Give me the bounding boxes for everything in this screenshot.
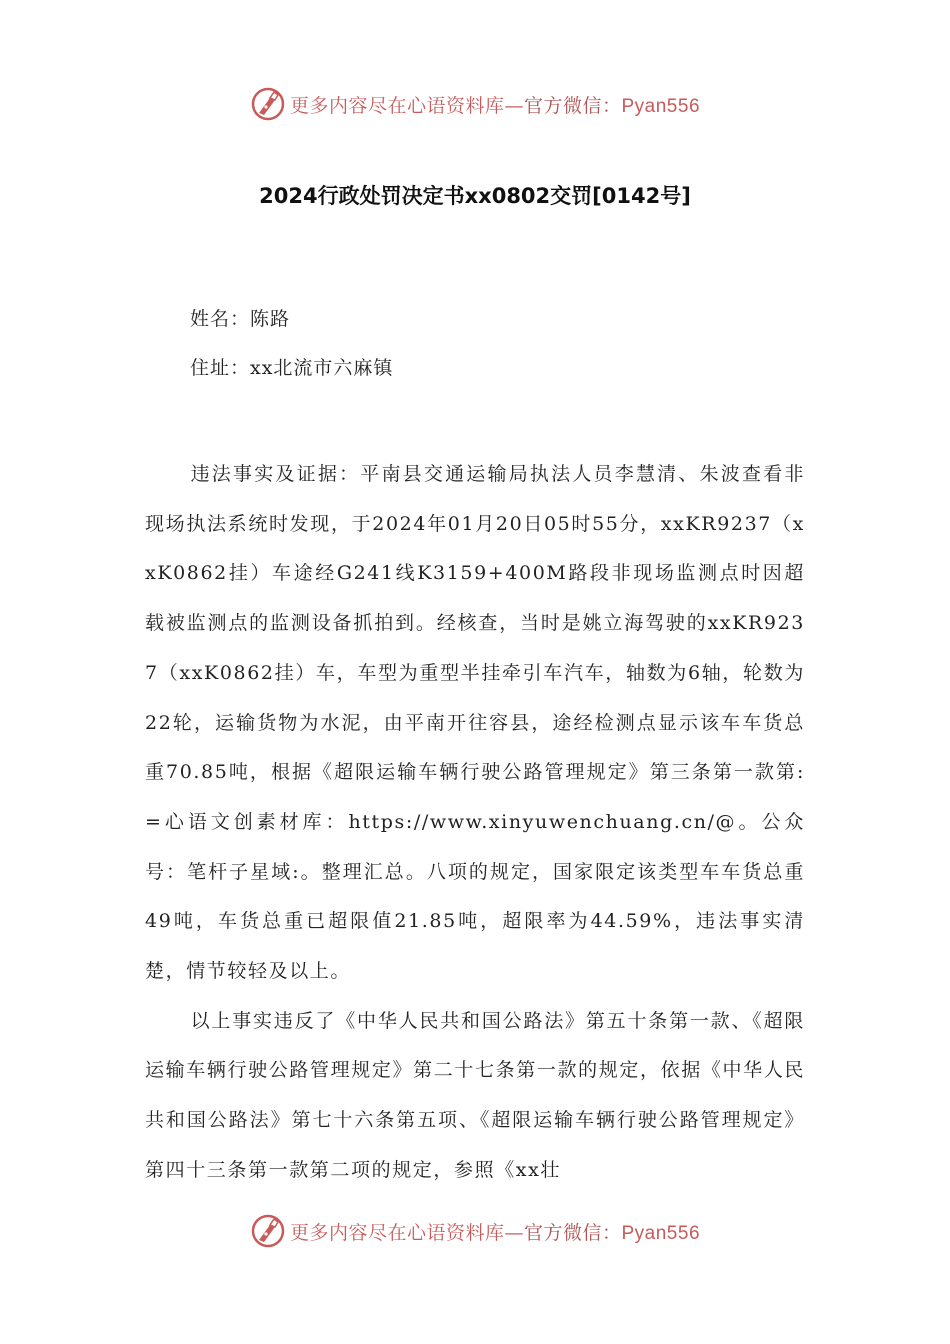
banner-prefix: 更多内容尽在心语资料库 [289,94,505,117]
banner-text [290,91,700,118]
banner-wechat-id: Pyan556 [621,1222,701,1244]
banner-text [290,1218,700,1245]
header-banner [0,84,950,124]
address-line: 住址：xx北流市六麻镇 [190,357,394,379]
banner-prefix: 更多内容尽在心语资料库 [289,1221,505,1244]
paragraph-facts: 违法事实及证据：平南县交通运输局执法人员李慧清、朱波查看非现场执法系统时发现，于2024年01月20日05时55分，xxKR9237（xxK0862挂）车途经G241线K3159+400M路段非现场监测点时因超载被监测点的监测设备抓拍到。经核查，当时是姚立海驾驶的xxKR9237（xxK0862挂）车，车型为重型半挂牵引车汽车，轴数为6轴，轮数为22轮，运输货物为水泥，由平南开往容县，途经检测点显示该车车货总重70.85吨，根据《超限运输车辆行驶公路管理规定》第三条第一款第:=心语文创素材库：https://www.xinyuwenchuang.cn/@。公众号：笔杆子星域:。整理汇总。八项的规定，国家限定该类型车车货总重49吨，车货总重已超限值21.85吨，超限率为44.59%，违法事实清楚，情节较轻及以上。 [145,463,805,983]
banner-label: 官方微信： [523,94,622,117]
document-title: 2024行政处罚决定书xx0802交罚[0142号] [259,184,691,208]
banner-label: 官方微信： [523,1221,622,1244]
paragraph-legal-basis: 以上事实违反了《中华人民共和国公路法》第五十条第一款、《超限运输车辆行驶公路管理规定》第二十七条第一款的规定，依据《中华人民共和国公路法》第七十六条第五项、《超限运输车辆行驶公路管理规定》第四十三条第一款第二项的规定，参照《xx壮 [145,1009,805,1181]
name-line: 姓名：陈路 [190,308,291,330]
banner-dash: — [504,1221,524,1244]
banner-dash: — [504,94,524,117]
pen-nib-icon [250,1213,286,1249]
pen-nib-icon [250,86,286,122]
banner-wechat-id: Pyan556 [621,95,701,117]
footer-banner [0,1211,950,1251]
document-body [145,450,805,1196]
